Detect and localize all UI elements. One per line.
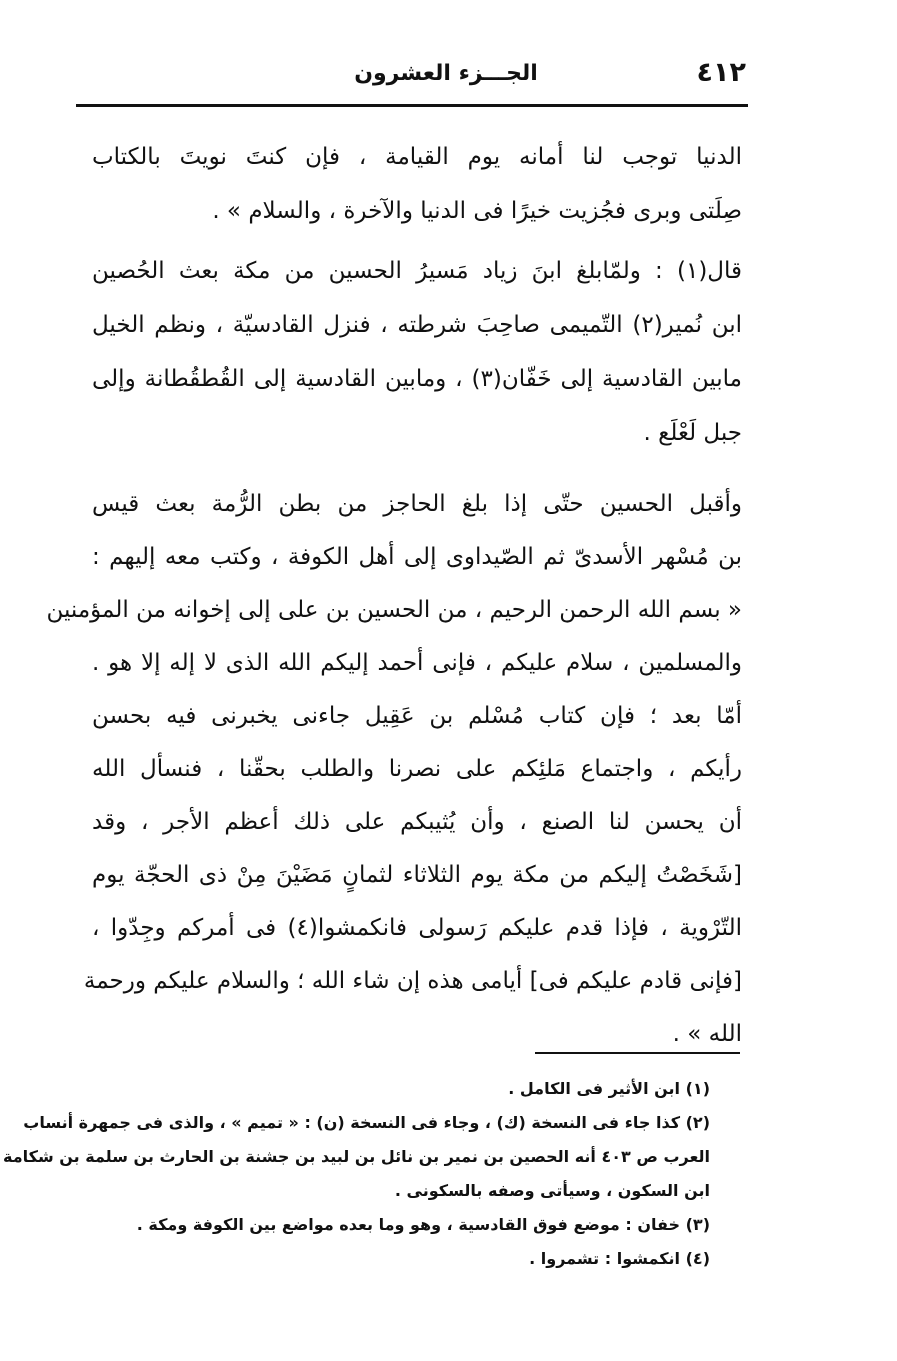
text-line: « بسم الله الرحمن الرحيم ، من الحسين بن على إلى إخوانه من المؤمنين	[46, 597, 742, 623]
header-rule	[76, 104, 748, 107]
running-title: الجـــزء العشرون	[354, 61, 538, 86]
text-line: الله » .	[672, 1021, 742, 1047]
page-header	[76, 55, 746, 99]
text-line: رأيكم ، واجتماع مَلئِكم على نصرنا والطلب بحقّنا ، فنسأل الله	[92, 756, 742, 782]
footnote-2-continued: العرب ص ٤٠٣ أنه الحصين بن نمير بن نائل بن لبيد بن جشنة بن الحارث بن سلمة بن شكامة	[3, 1147, 710, 1166]
footnotes	[3, 1072, 710, 1276]
main-text	[46, 130, 743, 1061]
text-line: أن يحسن لنا الصنع ، وأن يُثيبكم على ذلك أعظم الأجر ، وقد	[92, 809, 742, 835]
page-number: ٤١٢	[696, 57, 746, 88]
text-line: وأقبل الحسين حتّى إذا بلغ الحاجز من بطن الرُّمة بعث قيس	[92, 491, 742, 517]
text-line: ابن نُمير(٢) التّميمى صاحِبَ شرطته ، فنزل القادسيّة ، ونظم الخيل	[92, 312, 742, 338]
text-line: [فإنى قادم عليكم فى] أيامى هذه إن شاء الله ؛ والسلام عليكم ورحمة	[83, 968, 742, 994]
text-line: بن مُسْهر الأسدىّ ثم الصّيداوى إلى أهل الكوفة ، وكتب معه إليهم :	[92, 544, 742, 570]
footnote-rule	[535, 1052, 740, 1054]
text-line: قال(١) : ولمّابلغ ابنَ زياد مَسيرُ الحسين من مكة بعث الحُصين	[92, 258, 742, 284]
footnote-4: (٤) انكمشوا : تشمروا .	[529, 1249, 710, 1268]
text-line: [شَخَصْتُ إليكم من مكة يوم الثلاثاء لثمانٍ مَضَيْنَ مِنْ ذى الحجّة يوم	[92, 862, 742, 888]
footnote-3: (٣) خفان : موضع فوق القادسية ، وهو وما بعده مواضع بين الكوفة ومكة .	[136, 1215, 710, 1234]
text-line: والمسلمين ، سلام عليكم ، فإنى أحمد إليكم الله الذى لا إله إلا هو .	[92, 650, 742, 676]
footnote-1: (١) ابن الأثير فى الكامل .	[508, 1079, 710, 1098]
text-line: التّرْوية ، فإذا قدم عليكم رَسولى فانكمشوا(٤) فى أمركم وجِدّوا ،	[92, 915, 743, 941]
text-line: الدنيا توجب لنا أمانه يوم القيامة ، فإن كنتَ نويتَ بالكتاب	[92, 144, 742, 170]
footnote-2-continued: ابن السكون ، وسيأتى وصفه بالسكونى .	[394, 1181, 710, 1200]
text-line: مابين القادسية إلى خَفّان(٣) ، ومابين القادسية إلى القُطقُطانة وإلى	[92, 366, 742, 392]
text-line: جبل لَعْلَع .	[643, 420, 742, 446]
footnote-2: (٢) كذا جاء فى النسخة (ك) ، وجاء فى النسخة (ن) : « تميم » ، والذى فى جمهرة أنساب	[23, 1113, 710, 1132]
text-line: أمّا بعد ؛ فإن كتاب مُسْلم بن عَقِيل جاءنى يخبرنى فيه بحسن	[92, 703, 742, 729]
text-line: صِلَتى وبرى فجُزيت خيرًا فى الدنيا والآخرة ، والسلام » .	[212, 198, 742, 224]
